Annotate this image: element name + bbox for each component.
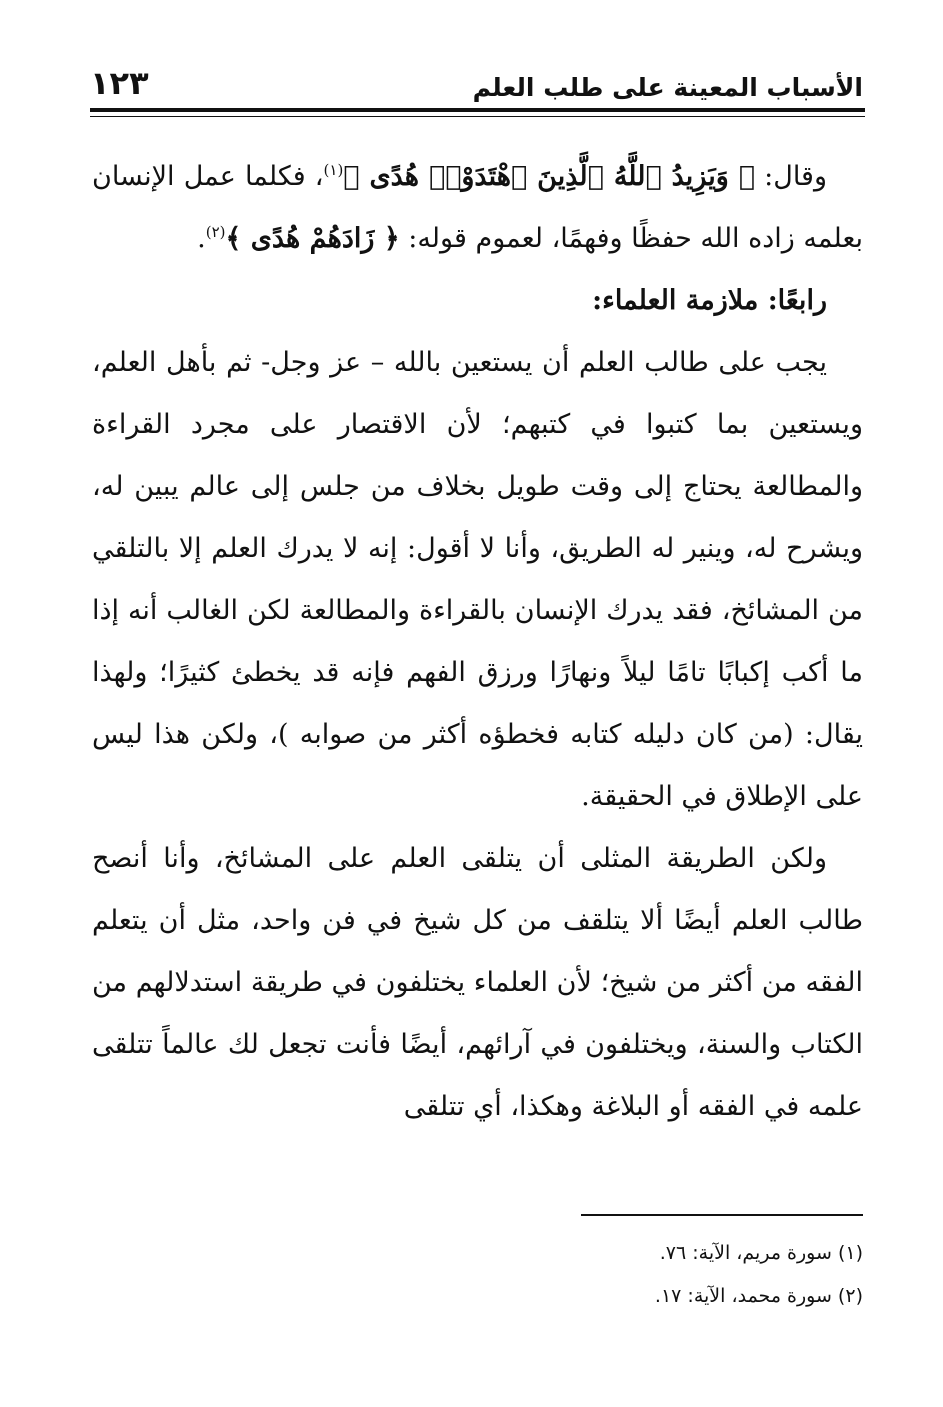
paragraph-middle: ، فكلما عمل الإنسان بعلمه زاده الله حفظًا وفهمًا، لعموم قوله: [92,161,863,254]
footnote-1: (١) سورة مريم، الآية: ٧٦. [659,1242,863,1264]
paragraph-end: . [197,223,206,254]
header-rule [90,108,865,112]
page-header [90,62,863,102]
quran-quote-1: ﴿ وَيَزِيدُ ٱللَّهُ ٱلَّذِينَ ٱهْتَدَوْا۟ هُدًى ﴾ [343,161,755,192]
footnote-rule [581,1214,863,1216]
footnote-ref-2: (٢) [205,223,226,241]
paragraph-ulama: يجب على طالب العلم أن يستعين بالله – عز وجل- ثم بأهل العلم، ويستعين بما كتبوا في كتبهم؛ لأن الاقتصار على مجرد القراءة والمطالعة يحتاج إلى وقت طويل بخلاف من جلس إلى عالم يبين له، ويشرح له، وينير له الطريق، وأنا لا أقول: إنه لا يدرك العلم إلا بالتلقي من المشائخ، فقد يدرك الإنسان بالقراءة والمطالعة لكن الغالب أنه إذا ما أكب إكبابًا تامًا ليلاً ونهارًا ورزق الفهم فإنه قد يخطئ كثيرًا؛ ولهذا يقال: (من كان دليله كتابه فخطؤه أكثر من صوابه )، ولكن هذا ليس على الإطلاق في الحقيقة. [92,347,863,812]
paragraph-quote [92,146,863,270]
section-heading: رابعًا: ملازمة العلماء: [592,285,827,316]
paragraph-method: ولكن الطريقة المثلى أن يتلقى العلم على المشائخ، وأنا أنصح طالب العلم أيضًا ألا يتلقف من كل شيخ في فن واحد، مثل أن يتعلم الفقه من أكثر من شيخ؛ لأن العلماء يختلفون في طريقة استدلالهم من الكتاب والسنة، ويختلفون في آرائهم، أيضًا فأنت تجعل لك عالماً تتلقى علمه في الفقه أو البلاغة وهكذا، أي تتلقى [92,843,863,1122]
quran-quote-2: ﴿ زَادَهُمْ هُدًى ﴾ [225,223,400,254]
body-text [92,146,863,1138]
paragraph-intro: وقال: [754,161,827,192]
footnote-2: (٢) سورة محمد، الآية: ١٧. [654,1285,863,1307]
running-title: الأسباب المعينة على طلب العلم [472,73,863,102]
footnotes [300,1232,863,1318]
footnote-ref-1: (١) [323,161,344,179]
page-number: ١٢٣ [90,64,149,102]
header-rule-thin [90,116,865,117]
